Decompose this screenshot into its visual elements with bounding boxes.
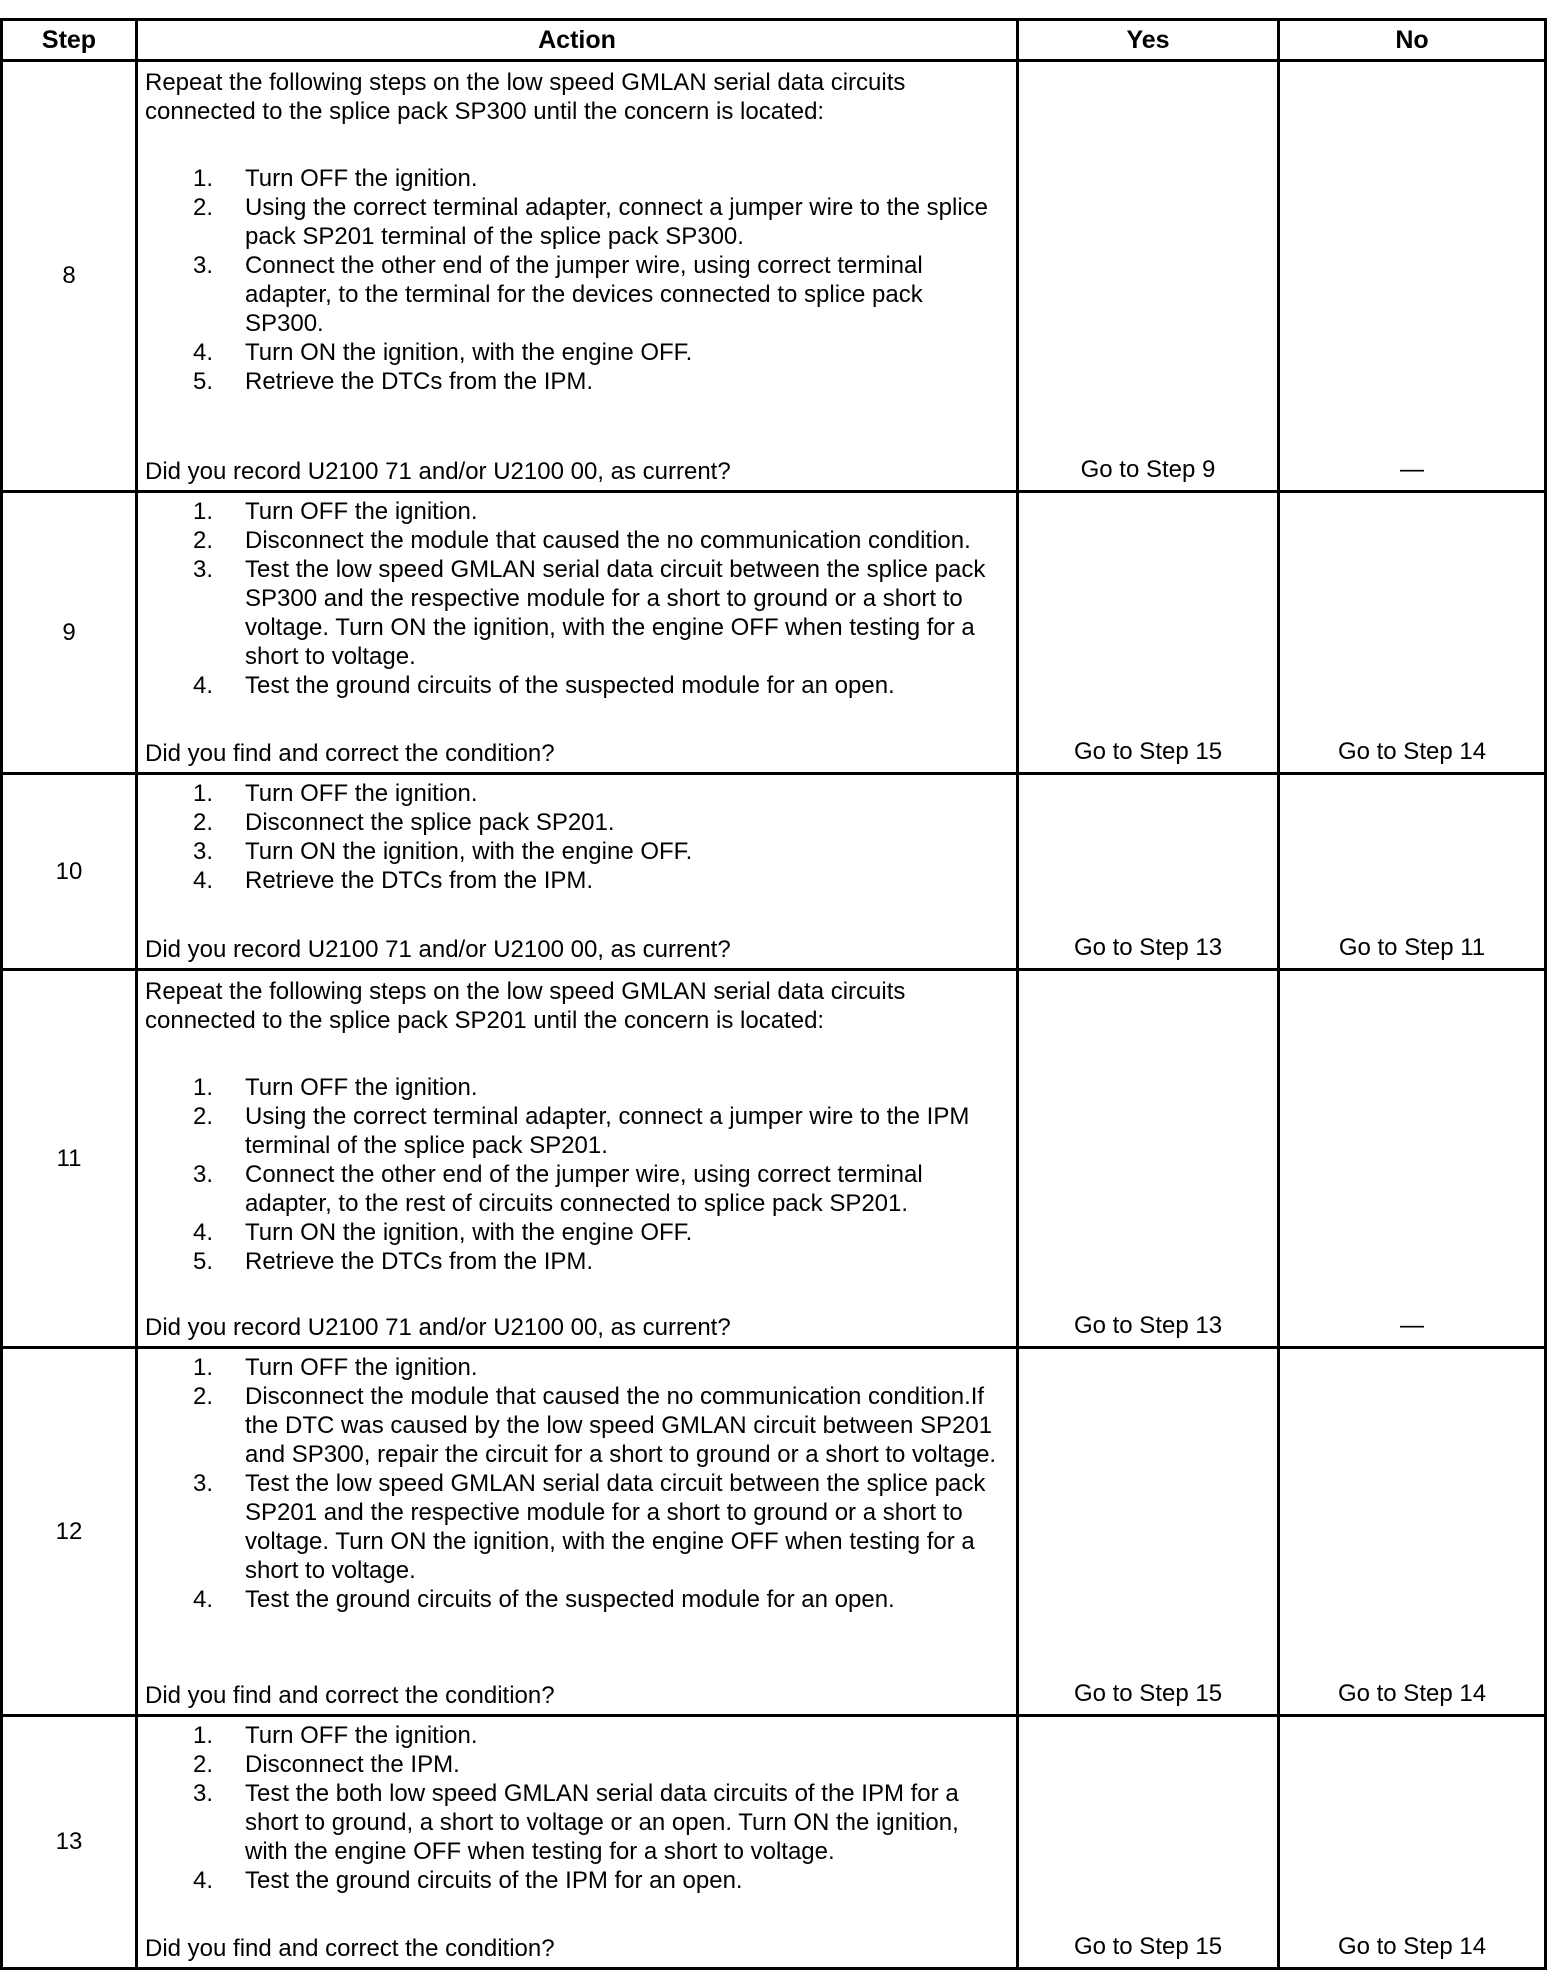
table-row (2, 1348, 1546, 1716)
step-number: 10 (2, 774, 137, 970)
action-step-item (145, 1779, 1006, 1866)
action-step-text: Retrieve the DTCs from the IPM. (245, 1248, 594, 1275)
diagnostic-table (0, 18, 1547, 1970)
action-step-item (145, 338, 1006, 367)
action-step-text: Turn OFF the ignition. (245, 780, 478, 807)
action-step-text: Connect the other end of the jumper wire, using correct terminal adapter, to the terminal for the devices connected to splice pack SP300. (245, 252, 923, 337)
action-step-text: Retrieve the DTCs from the IPM. (245, 368, 594, 395)
action-step-item (145, 526, 1006, 555)
action-step-item (145, 1102, 1006, 1160)
yes-result: Go to Step 13 (1018, 774, 1279, 970)
action-step-item (145, 837, 1006, 866)
action-cell (137, 1348, 1018, 1716)
no-result: — (1279, 970, 1546, 1348)
action-step-text: Retrieve the DTCs from the IPM. (245, 867, 594, 894)
no-result: Go to Step 14 (1279, 1348, 1546, 1716)
action-step-item (145, 1218, 1006, 1247)
step-number: 8 (2, 61, 137, 492)
action-question: Did you record U2100 71 and/or U2100 00, as current? (145, 458, 731, 485)
action-step-item (145, 367, 1006, 396)
step-number: 12 (2, 1348, 137, 1716)
action-step-text: Turn ON the ignition, with the engine OFF. (245, 838, 693, 865)
table-row (2, 61, 1546, 492)
header-step: Step (2, 20, 137, 61)
action-step-number: 3. (193, 1470, 214, 1497)
step-number: 9 (2, 492, 137, 774)
action-step-item (145, 497, 1006, 526)
action-step-item (145, 866, 1006, 895)
action-step-number: 4. (193, 867, 214, 894)
action-step-item (145, 164, 1006, 193)
action-step-number: 1. (193, 1074, 214, 1101)
yes-result: Go to Step 13 (1018, 970, 1279, 1348)
action-question: Did you find and correct the condition? (145, 740, 555, 767)
action-steps-list (145, 497, 1006, 700)
action-step-text: Disconnect the module that caused the no communication condition. (245, 527, 971, 554)
yes-result: Go to Step 15 (1018, 1348, 1279, 1716)
action-step-number: 3. (193, 252, 214, 279)
action-step-number: 2. (193, 809, 214, 836)
action-cell (137, 774, 1018, 970)
action-step-item (145, 671, 1006, 700)
action-step-number: 1. (193, 165, 214, 192)
action-step-text: Using the correct terminal adapter, connect a jumper wire to the IPM terminal of the splice pack SP201. (245, 1103, 970, 1159)
action-step-text: Turn OFF the ignition. (245, 1074, 478, 1101)
action-step-number: 4. (193, 1586, 214, 1613)
action-cell (137, 970, 1018, 1348)
action-step-item (145, 251, 1006, 338)
action-step-number: 2. (193, 1103, 214, 1130)
action-step-number: 2. (193, 527, 214, 554)
action-step-text: Turn OFF the ignition. (245, 165, 478, 192)
action-question: Did you find and correct the condition? (145, 1935, 555, 1962)
action-step-text: Using the correct terminal adapter, connect a jumper wire to the splice pack SP201 terminal of the splice pack SP300. (245, 194, 989, 250)
table-row (2, 492, 1546, 774)
yes-result: Go to Step 9 (1018, 61, 1279, 492)
action-step-item (145, 1073, 1006, 1102)
action-question: Did you find and correct the condition? (145, 1682, 555, 1709)
action-step-number: 1. (193, 498, 214, 525)
action-step-item (145, 1382, 1006, 1469)
header-no: No (1279, 20, 1546, 61)
action-step-item (145, 1750, 1006, 1779)
action-step-item (145, 1469, 1006, 1585)
action-question: Did you record U2100 71 and/or U2100 00, as current? (145, 1314, 731, 1341)
action-step-number: 2. (193, 1751, 214, 1778)
action-step-text: Disconnect the IPM. (245, 1751, 460, 1778)
action-step-text: Test the low speed GMLAN serial data circuit between the splice pack SP300 and the respective module for a short to ground or a short to voltage. Turn ON the ignition, with the engine OFF when testing for a short to voltage. (245, 556, 986, 670)
action-step-text: Test the ground circuits of the suspected module for an open. (245, 1586, 895, 1613)
action-step-number: 2. (193, 1383, 214, 1410)
action-cell (137, 492, 1018, 774)
action-step-text: Turn ON the ignition, with the engine OFF. (245, 339, 693, 366)
action-step-number: 1. (193, 1354, 214, 1381)
action-step-item (145, 1585, 1006, 1614)
action-step-number: 1. (193, 780, 214, 807)
action-step-item (145, 1721, 1006, 1750)
table-row (2, 1716, 1546, 1969)
action-step-item (145, 555, 1006, 671)
step-number: 13 (2, 1716, 137, 1969)
action-step-text: Turn OFF the ignition. (245, 1354, 478, 1381)
action-steps-list (145, 1353, 1006, 1614)
no-result: Go to Step 11 (1279, 774, 1546, 970)
yes-result: Go to Step 15 (1018, 1716, 1279, 1969)
action-intro: Repeat the following steps on the low speed GMLAN serial data circuits connected to the splice pack SP300 until the concern is located: (145, 69, 906, 125)
action-step-item (145, 1866, 1006, 1895)
action-step-number: 4. (193, 672, 214, 699)
action-step-text: Test the both low speed GMLAN serial data circuits of the IPM for a short to ground, a short to voltage or an open. Turn ON the ignition, with the engine OFF when testing for a short to voltage. (245, 1780, 959, 1865)
action-step-item (145, 808, 1006, 837)
action-step-text: Test the ground circuits of the IPM for an open. (245, 1867, 743, 1894)
action-step-number: 5. (193, 1248, 214, 1275)
action-step-item (145, 193, 1006, 251)
action-step-number: 3. (193, 1780, 214, 1807)
no-result: Go to Step 14 (1279, 492, 1546, 774)
action-steps-list (145, 164, 1006, 396)
action-step-text: Disconnect the splice pack SP201. (245, 809, 615, 836)
action-step-text: Turn OFF the ignition. (245, 498, 478, 525)
action-step-number: 4. (193, 1219, 214, 1246)
action-steps-list (145, 1721, 1006, 1895)
header-action: Action (137, 20, 1018, 61)
action-cell (137, 61, 1018, 492)
no-result: Go to Step 14 (1279, 1716, 1546, 1969)
action-step-number: 2. (193, 194, 214, 221)
action-step-text: Disconnect the module that caused the no communication condition.If the DTC was caused by the low speed GMLAN circuit between SP201 and SP300, repair the circuit for a short to ground or a short to voltage. (245, 1383, 997, 1468)
table-row (2, 774, 1546, 970)
action-cell (137, 1716, 1018, 1969)
step-number: 11 (2, 970, 137, 1348)
action-step-number: 1. (193, 1722, 214, 1749)
action-step-number: 5. (193, 368, 214, 395)
action-step-text: Turn ON the ignition, with the engine OFF. (245, 1219, 693, 1246)
action-step-text: Turn OFF the ignition. (245, 1722, 478, 1749)
action-step-item (145, 1247, 1006, 1276)
action-step-text: Test the ground circuits of the suspected module for an open. (245, 672, 895, 699)
action-steps-list (145, 779, 1006, 895)
action-step-number: 3. (193, 1161, 214, 1188)
no-result: — (1279, 61, 1546, 492)
action-step-number: 3. (193, 838, 214, 865)
table-row (2, 970, 1546, 1348)
yes-result: Go to Step 15 (1018, 492, 1279, 774)
action-step-number: 4. (193, 339, 214, 366)
action-step-text: Connect the other end of the jumper wire, using correct terminal adapter, to the rest of circuits connected to splice pack SP201. (245, 1161, 923, 1217)
header-row (2, 20, 1546, 61)
header-yes: Yes (1018, 20, 1279, 61)
action-step-item (145, 1353, 1006, 1382)
action-step-number: 3. (193, 556, 214, 583)
action-step-item (145, 779, 1006, 808)
table-body (2, 61, 1546, 1969)
action-step-item (145, 1160, 1006, 1218)
action-intro: Repeat the following steps on the low speed GMLAN serial data circuits connected to the splice pack SP201 until the concern is located: (145, 978, 906, 1034)
action-step-number: 4. (193, 1867, 214, 1894)
action-steps-list (145, 1073, 1006, 1276)
action-step-text: Test the low speed GMLAN serial data circuit between the splice pack SP201 and the respective module for a short to ground or a short to voltage. Turn ON the ignition, with the engine OFF when testing for a short to voltage. (245, 1470, 986, 1584)
action-question: Did you record U2100 71 and/or U2100 00, as current? (145, 936, 731, 963)
